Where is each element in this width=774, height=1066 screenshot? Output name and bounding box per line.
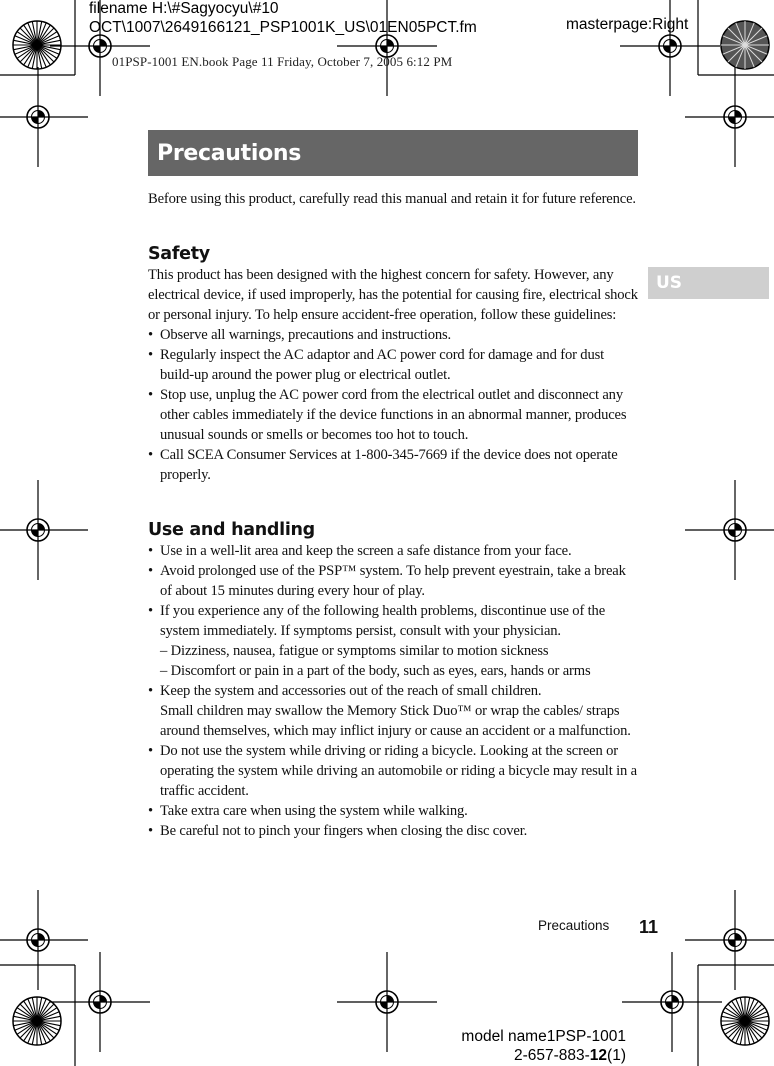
model-name-line: model name1PSP-1001 — [461, 1028, 626, 1045]
main-content — [148, 189, 638, 841]
list-item: • Observe all warnings, precautions and instructions. — [148, 325, 638, 345]
language-tab-label: US — [656, 273, 683, 293]
list-item — [148, 681, 638, 741]
list-item: • Stop use, unplug the AC power cord from the electrical outlet and disconnect any other cables immediately if the device functions in an abnormal manner, produces unusual sounds or smells or becomes too hot to touch. — [148, 385, 638, 445]
page-number: 11 — [639, 917, 659, 937]
list-item-text: Use in a well-lit area and keep the screen a safe distance from your face. — [160, 543, 572, 559]
footer-section-label: Precautions — [538, 918, 610, 933]
part-number-bold: 12 — [589, 1047, 608, 1064]
list-item-text: If you experience any of the following health problems, discontinue use of the system immediately. If symptoms persist, consult with your physician. — [160, 603, 606, 639]
filename-line-2: OCT\1007\2649166121_PSP1001K_US\01EN05PCT.fm — [89, 19, 477, 36]
list-item: • Call SCEA Consumer Services at 1-800-345-7669 if the device does not operate properly. — [148, 445, 638, 485]
list-item-text: Take extra care when using the system while walking. — [160, 803, 468, 819]
sub-item-discomfort: – Discomfort or pain in a part of the body, such as eyes, ears, hands or arms — [160, 663, 591, 679]
list-item — [148, 741, 638, 801]
list-item — [148, 561, 638, 601]
list-item-extra: Small children may swallow the Memory Stick Duo™ or wrap the cables/ straps around themselves, which may inflict injury or cause an accident or a malfunction. — [160, 703, 631, 739]
part-number-prefix: 2-657-883- — [513, 1047, 590, 1064]
page-title: Precautions — [157, 140, 302, 166]
use-handling-list — [148, 541, 638, 841]
list-item — [148, 601, 638, 681]
list-item-text: Do not use the system while driving or riding a bicycle. Looking at the screen or operating the system while driving an automobile or riding a bicycle may result in a traffic accident. — [160, 743, 637, 799]
use-handling-heading: Use and handling — [148, 520, 315, 540]
intro-paragraph: Before using this product, carefully read this manual and retain it for future reference. — [148, 191, 636, 207]
list-item-text: Keep the system and accessories out of the reach of small children. — [160, 683, 542, 699]
language-tab — [648, 267, 769, 299]
list-item — [148, 541, 638, 561]
safety-heading: Safety — [148, 244, 210, 264]
list-item — [148, 801, 638, 821]
sub-item-dizziness: – Dizziness, nausea, fatigue or symptoms similar to motion sickness — [160, 643, 549, 659]
part-number-line — [514, 1046, 626, 1065]
part-number-suffix: (1) — [607, 1047, 626, 1064]
list-item: • Regularly inspect the AC adaptor and AC power cord for damage and for dust build-up around the power plug or electrical outlet. — [148, 345, 638, 385]
masterpage-label: masterpage:Right — [566, 16, 689, 33]
list-item-text: Avoid prolonged use of the PSP™ system. To help prevent eyestrain, take a break of about 15 minutes during every hour of play. — [160, 563, 626, 599]
list-item — [148, 821, 638, 841]
safety-list — [148, 325, 638, 485]
list-item-text: Be careful not to pinch your fingers when closing the disc cover. — [160, 823, 528, 839]
filename-line-1: filename H:\#Sagyocyu\#10 — [89, 0, 279, 17]
book-info-line: 01PSP-1001 EN.book Page 11 Friday, October 7, 2005 6:12 PM — [112, 54, 453, 69]
page-title-bar — [148, 130, 638, 176]
safety-paragraph: This product has been designed with the highest concern for safety. However, any electrical device, if used improperly, has the potential for causing fire, electrical shock or personal injury. To help ensure accident-free operation, follow these guidelines: — [148, 267, 638, 323]
